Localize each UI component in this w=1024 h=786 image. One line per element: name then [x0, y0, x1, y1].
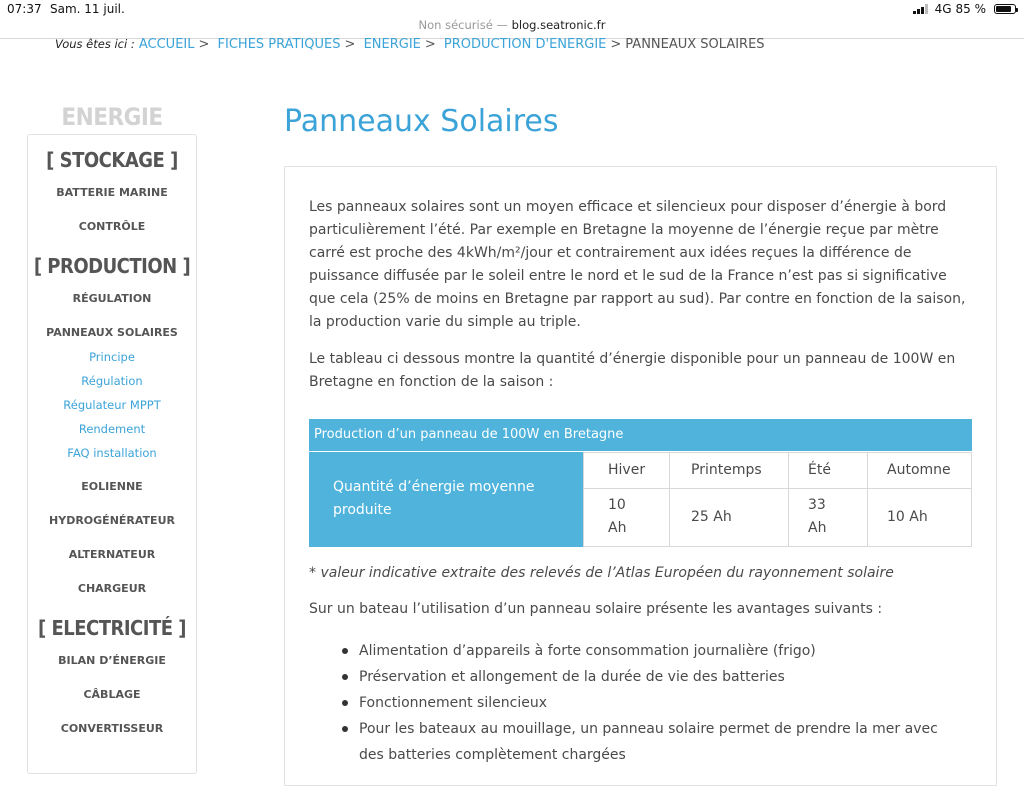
table-row-header: Quantité d’énergie moyenne produite — [309, 452, 583, 547]
sidebar-item-batterie-marine[interactable]: BATTERIE MARINE — [56, 186, 168, 199]
sidebar-section-stockage: [ STOCKAGE ] — [46, 148, 178, 172]
advantage-item: Alimentation d’appareils à forte consommation journalière (frigo) — [359, 638, 959, 664]
table-divider — [788, 453, 789, 546]
network-type: 4G — [934, 2, 952, 16]
page-title: Panneaux Solaires — [284, 104, 559, 139]
signal-icon — [913, 4, 928, 14]
breadcrumb-link[interactable]: ENERGIE — [363, 37, 421, 52]
address-bar[interactable] — [0, 18, 1024, 38]
column-header-hiver: Hiver — [608, 462, 646, 478]
column-header-automne: Automne — [887, 462, 951, 478]
url-host: blog.seatronic.fr — [511, 18, 606, 32]
battery-percent: 85 % — [955, 2, 986, 16]
table-divider — [584, 488, 971, 489]
sidebar-subitem-faq-installation[interactable]: FAQ installation — [67, 446, 157, 460]
sidebar-item-panneaux-solaires[interactable]: PANNEAUX SOLAIRES — [46, 326, 178, 339]
breadcrumb-separator: > — [424, 37, 436, 52]
breadcrumb-lead: Vous êtes ici : — [55, 37, 135, 51]
breadcrumb-separator: > — [344, 37, 356, 52]
table-footnote: * valeur indicative extraite des relevés de l’Atlas Européen du rayonnement solaire — [309, 565, 894, 581]
production-table — [583, 452, 972, 547]
status-bar — [0, 0, 1024, 20]
value-printemps: 25 Ah — [691, 509, 732, 525]
table-divider — [867, 453, 868, 546]
table-caption: Production d’un panneau de 100W en Bretagne — [309, 419, 972, 451]
value-ete: 33 Ah — [808, 497, 827, 536]
sidebar-nav — [27, 134, 197, 774]
sidebar-item-alternateur[interactable]: ALTERNATEUR — [68, 548, 156, 561]
sidebar-heading: ENERGIE — [61, 103, 163, 131]
breadcrumb-current: PANNEAUX SOLAIRES — [625, 37, 765, 52]
sidebar-section-electricit: [ ELECTRICITÉ ] — [37, 616, 186, 640]
sidebar-item-chargeur[interactable]: CHARGEUR — [77, 582, 147, 595]
battery-icon — [994, 4, 1016, 14]
breadcrumb-link[interactable]: PRODUCTION D'ENERGIE — [443, 37, 607, 52]
sidebar-item-contr-le[interactable]: CONTRÔLE — [78, 220, 146, 233]
table-intro-paragraph: Le tableau ci dessous montre la quantité d’énergie disponible pour un panneau de 100W en Bretagne en fonction de la saison : — [309, 351, 956, 390]
table-divider — [669, 453, 670, 546]
sidebar-subitem-rendement[interactable]: Rendement — [78, 422, 146, 436]
sidebar-item-bilan-d-nergie[interactable]: BILAN D’ÉNERGIE — [58, 654, 166, 667]
intro-paragraph: Les panneaux solaires sont un moyen efficace et silencieux pour disposer d’énergie à bord particulièrement l’été. Par exemple en Bretagne la moyenne de l’énergie reçue par mètre carré est proche des 4kWh/m²/jour et contrairement aux idées reçues la différence de puissance diffusée par le soleil entre le nord et le sud de la France n’est pas si significative que cela (25% de moins en Bretagne par rapport au sud). Par contre en fonction de la saison, la production varie du simple au triple. — [309, 199, 966, 330]
column-header-ete: Été — [808, 462, 831, 478]
sidebar-item-convertisseur[interactable]: CONVERTISSEUR — [60, 722, 164, 735]
advantage-item: Pour les bateaux au mouillage, un panneau solaire permet de prendre la mer avec des batteries complètement chargées — [359, 716, 959, 768]
sidebar-item-c-blage[interactable]: CÂBLAGE — [83, 688, 141, 701]
breadcrumb — [55, 37, 765, 52]
sidebar-subitem-r-gulation[interactable]: Régulation — [81, 374, 143, 388]
battery-level — [996, 6, 1011, 12]
status-indicators — [913, 2, 1016, 16]
breadcrumb-link[interactable]: ACCUEIL — [138, 37, 195, 52]
breadcrumb-link[interactable]: FICHES PRATIQUES — [217, 37, 341, 52]
insecure-label: Non sécurisé — — [418, 18, 508, 32]
column-header-printemps: Printemps — [691, 462, 762, 478]
sidebar-subitem-principe[interactable]: Principe — [89, 350, 135, 364]
sidebar-section-production: [ PRODUCTION ] — [33, 254, 191, 278]
status-time: 07:37 — [7, 2, 42, 16]
value-automne: 10 Ah — [887, 509, 928, 525]
advantage-item: Fonctionnement silencieux — [359, 690, 959, 716]
sidebar-item-eolienne[interactable]: EOLIENNE — [81, 480, 143, 493]
breadcrumb-separator: > — [198, 37, 210, 52]
sidebar-item-r-gulation[interactable]: RÉGULATION — [72, 292, 152, 305]
advantages-list — [359, 638, 959, 768]
sidebar-subitem-r-gulateur-mppt[interactable]: Régulateur MPPT — [63, 398, 161, 412]
advantages-intro: Sur un bateau l’utilisation d’un panneau solaire présente les avantages suivants : — [309, 601, 883, 617]
advantage-item: Préservation et allongement de la durée de vie des batteries — [359, 664, 959, 690]
status-date: Sam. 11 juil. — [50, 2, 125, 16]
breadcrumb-separator: > — [610, 37, 622, 52]
sidebar-item-hydrog-n-rateur[interactable]: HYDROGÉNÉRATEUR — [49, 514, 175, 527]
value-hiver: 10 Ah — [608, 497, 627, 536]
